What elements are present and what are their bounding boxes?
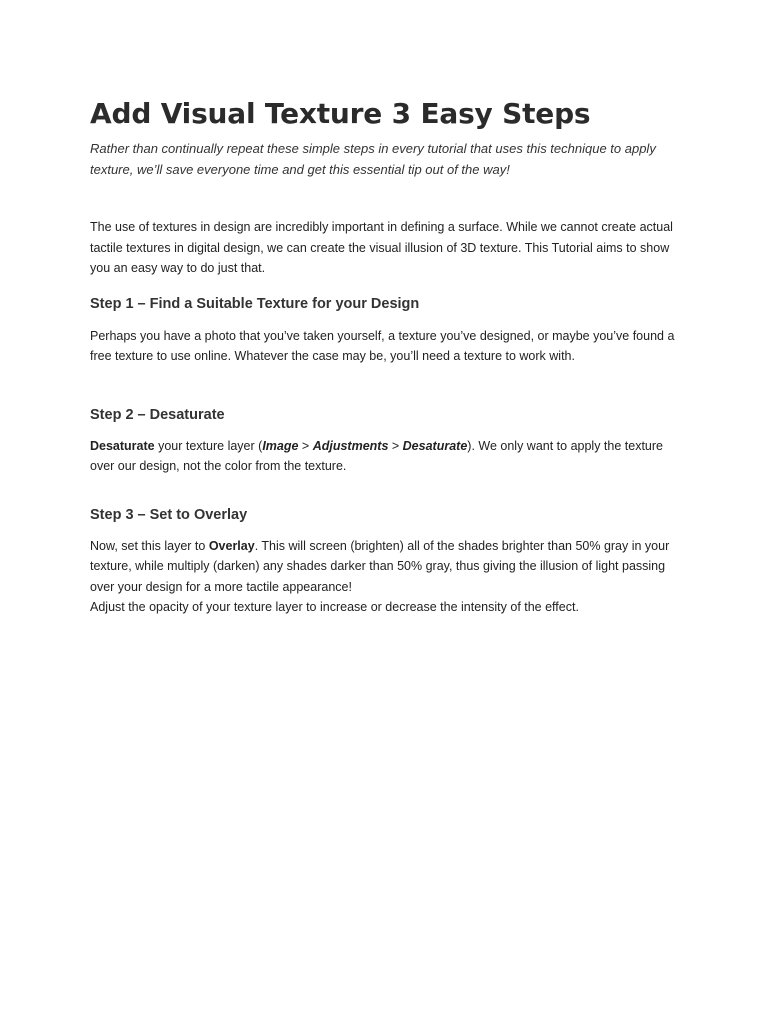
step3-paragraph xyxy=(90,536,680,598)
step3-opacity-paragraph: Adjust the opacity of your texture layer to increase or decrease the intensity of the effect. xyxy=(90,600,579,614)
step2-heading: Step 2 – Desaturate xyxy=(90,406,225,423)
step3-text-a: Now, set this layer to xyxy=(90,538,209,553)
step2-bold-desaturate: Desaturate xyxy=(90,438,155,453)
page-title: Add Visual Texture 3 Easy Steps xyxy=(90,97,591,130)
step3-text-b: . This will screen (brighten) all of the shades brighter than 50% gray in your texture, while multiply (darken) any shades darker than 50% gray, thus giving the illusion of light passing over your design for a more tactile appearance! xyxy=(90,538,670,594)
menu-separator-1: > xyxy=(298,438,313,453)
menu-separator-2: > xyxy=(388,438,403,453)
step2-text-b: ). We only want to apply the texture over our design, not the color from the texture. xyxy=(90,438,663,473)
step3-bold-overlay: Overlay xyxy=(208,538,255,553)
step1-heading: Step 1 – Find a Suitable Texture for your Design xyxy=(90,295,420,312)
step2-text-a: your texture layer ( xyxy=(154,438,263,453)
document-page xyxy=(90,96,680,618)
subtitle: Rather than continually repeat these simple steps in every tutorial that uses this technique to apply texture, we’ll save everyone time and get this essential tip out of the way! xyxy=(90,141,656,177)
intro-paragraph: The use of textures in design are incredibly important in defining a surface. While we cannot create actual tactile textures in digital design, we can create the visual illusion of 3D texture. This Tutorial aims to show you an easy way to do just that. xyxy=(90,220,673,275)
menu-desaturate: Desaturate xyxy=(402,438,468,453)
step2-paragraph xyxy=(90,436,680,477)
menu-adjustments: Adjustments xyxy=(312,438,389,453)
menu-image: Image xyxy=(262,438,299,453)
step1-paragraph: Perhaps you have a photo that you’ve taken yourself, a texture you’ve designed, or maybe you’ve found a free texture to use online. Whatever the case may be, you’ll need a texture to work with. xyxy=(90,328,675,363)
step3-heading: Step 3 – Set to Overlay xyxy=(90,506,248,523)
